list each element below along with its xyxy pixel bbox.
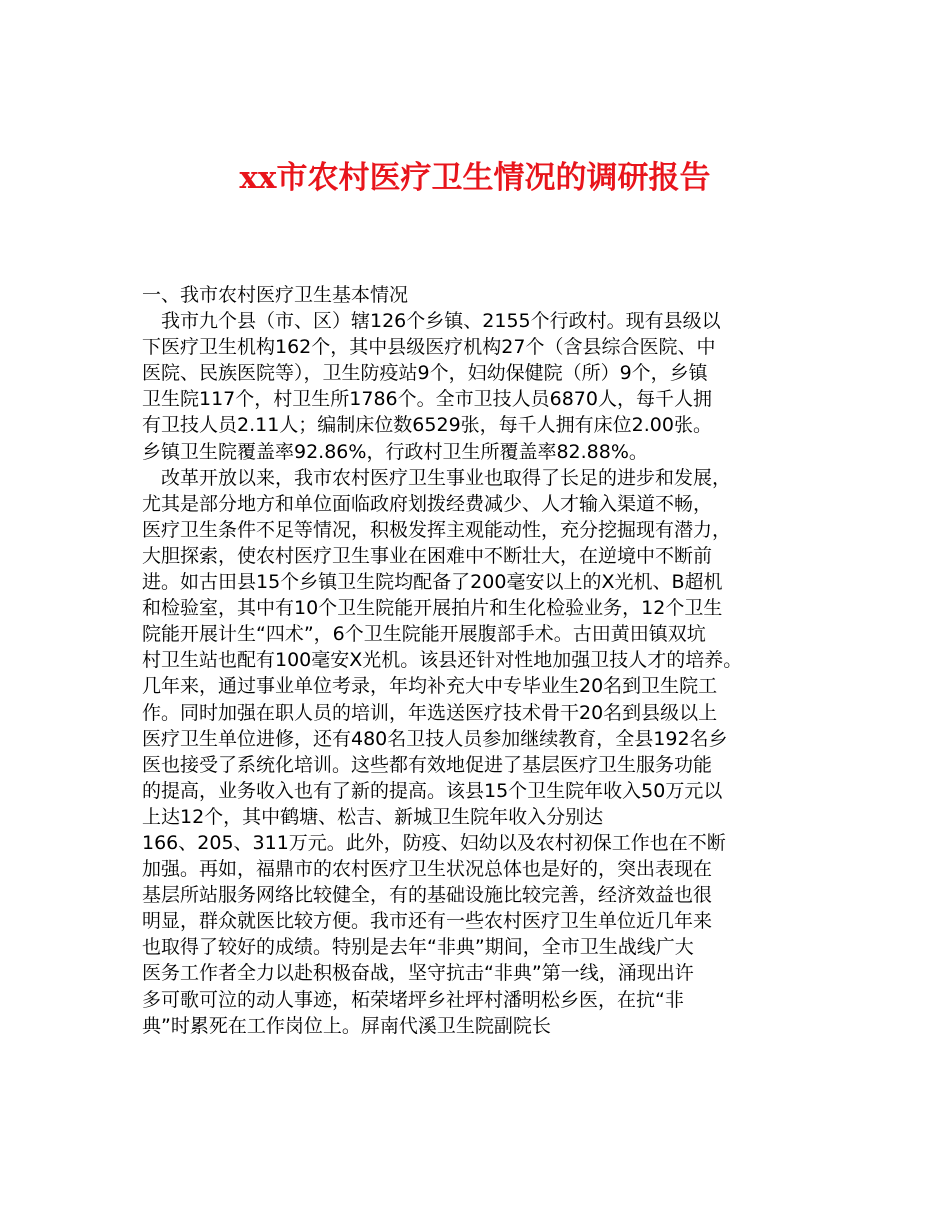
paragraph-line: 医务工作者全力以赴积极奋战，坚守抗击“非典”第一线，涌现出许	[142, 962, 694, 985]
paragraph-line: 卫生院117个，村卫生所1786个。全市卫技人员6870人，每千人拥	[142, 388, 712, 411]
paragraph-line: 加强。再如，福鼎市的农村医疗卫生状况总体也是好的，突出表现在	[142, 858, 713, 881]
paragraph-line: 典”时累死在工作岗位上。屏南代溪卫生院副院长	[142, 1014, 551, 1037]
paragraph-line: 166、205、311万元。此外，防疫、妇幼以及农村初保工作也在不断	[142, 831, 726, 854]
paragraph-line: 尤其是部分地方和单位面临政府划拨经费减少、人才输入渠道不畅，	[142, 492, 713, 515]
paragraph-line: 多可歌可泣的动人事迹，柘荣堵坪乡社坪村潘明松乡医，在抗“非	[142, 988, 684, 1011]
document-body	[142, 282, 822, 1039]
paragraph-line: 进。如古田县15个乡镇卫生院均配备了200毫安以上的X光机、B超机	[142, 571, 723, 594]
paragraph-line: 村卫生站也配有100毫安X光机。该县还针对性地加强卫技人才的培养。	[142, 649, 743, 672]
paragraph-line: 大胆探索，使农村医疗卫生事业在困难中不断壮大，在逆境中不断前	[142, 544, 713, 567]
paragraph-line: 的提高，业务收入也有了新的提高。该县15个卫生院年收入50万元以	[142, 779, 723, 802]
paragraph-line: 上达12个，其中鹤塘、松吉、新城卫生院年收入分别达	[142, 805, 604, 828]
paragraph-line: 医疗卫生单位进修，还有480名卫技人员参加继续教育，全县192名乡	[142, 727, 728, 750]
paragraph-line: 明显，群众就医比较方便。我市还有一些农村医疗卫生单位近几年来	[142, 910, 713, 933]
paragraph-line: 有卫技人员2.11人；编制床位数6529张，每千人拥有床位2.00张。	[142, 414, 712, 437]
paragraph-line: 几年来，通过事业单位考录，年均补充大中专毕业生20名到卫生院工	[142, 675, 718, 698]
paragraph-line: 改革开放以来，我市农村医疗卫生事业也取得了长足的进步和发展，	[142, 466, 732, 489]
paragraph-line: 院能开展计生“四术”，6个卫生院能开展腹部手术。古田黄田镇双坑	[142, 623, 706, 646]
section-heading: 一、我市农村医疗卫生基本情况	[142, 284, 409, 306]
paragraph-line: 乡镇卫生院覆盖率92.86%，行政村卫生所覆盖率82.88%。	[142, 440, 648, 463]
document-title: xx市农村医疗卫生情况的调研报告	[239, 160, 711, 196]
paragraph-line: 基层所站服务网络比较健全，有的基础设施比较完善，经济效益也很	[142, 884, 713, 907]
paragraph-line: 和检验室，其中有10个卫生院能开展拍片和生化检验业务，12个卫生	[142, 597, 723, 620]
paragraph-line: 医也接受了系统化培训。这些都有效地促进了基层医疗卫生服务功能	[142, 753, 713, 776]
paragraph-line: 医院、民族医院等），卫生防疫站9个，妇幼保健院（所）9个，乡镇	[142, 362, 708, 385]
paragraph-line: 医疗卫生条件不足等情况，积极发挥主观能动性，充分挖掘现有潜力，	[142, 518, 732, 541]
paragraph-line: 也取得了较好的成绩。特别是去年“非典”期间，全市卫生战线广大	[142, 936, 694, 959]
paragraph-line: 下医疗卫生机构162个，其中县级医疗机构27个（含县综合医院、中	[142, 336, 716, 359]
paragraph-line: 作。同时加强在职人员的培训，年选送医疗技术骨干20名到县级以上	[142, 701, 718, 724]
paragraph-line: 我市九个县（市、区）辖126个乡镇、2155个行政村。现有县级以	[142, 310, 721, 333]
